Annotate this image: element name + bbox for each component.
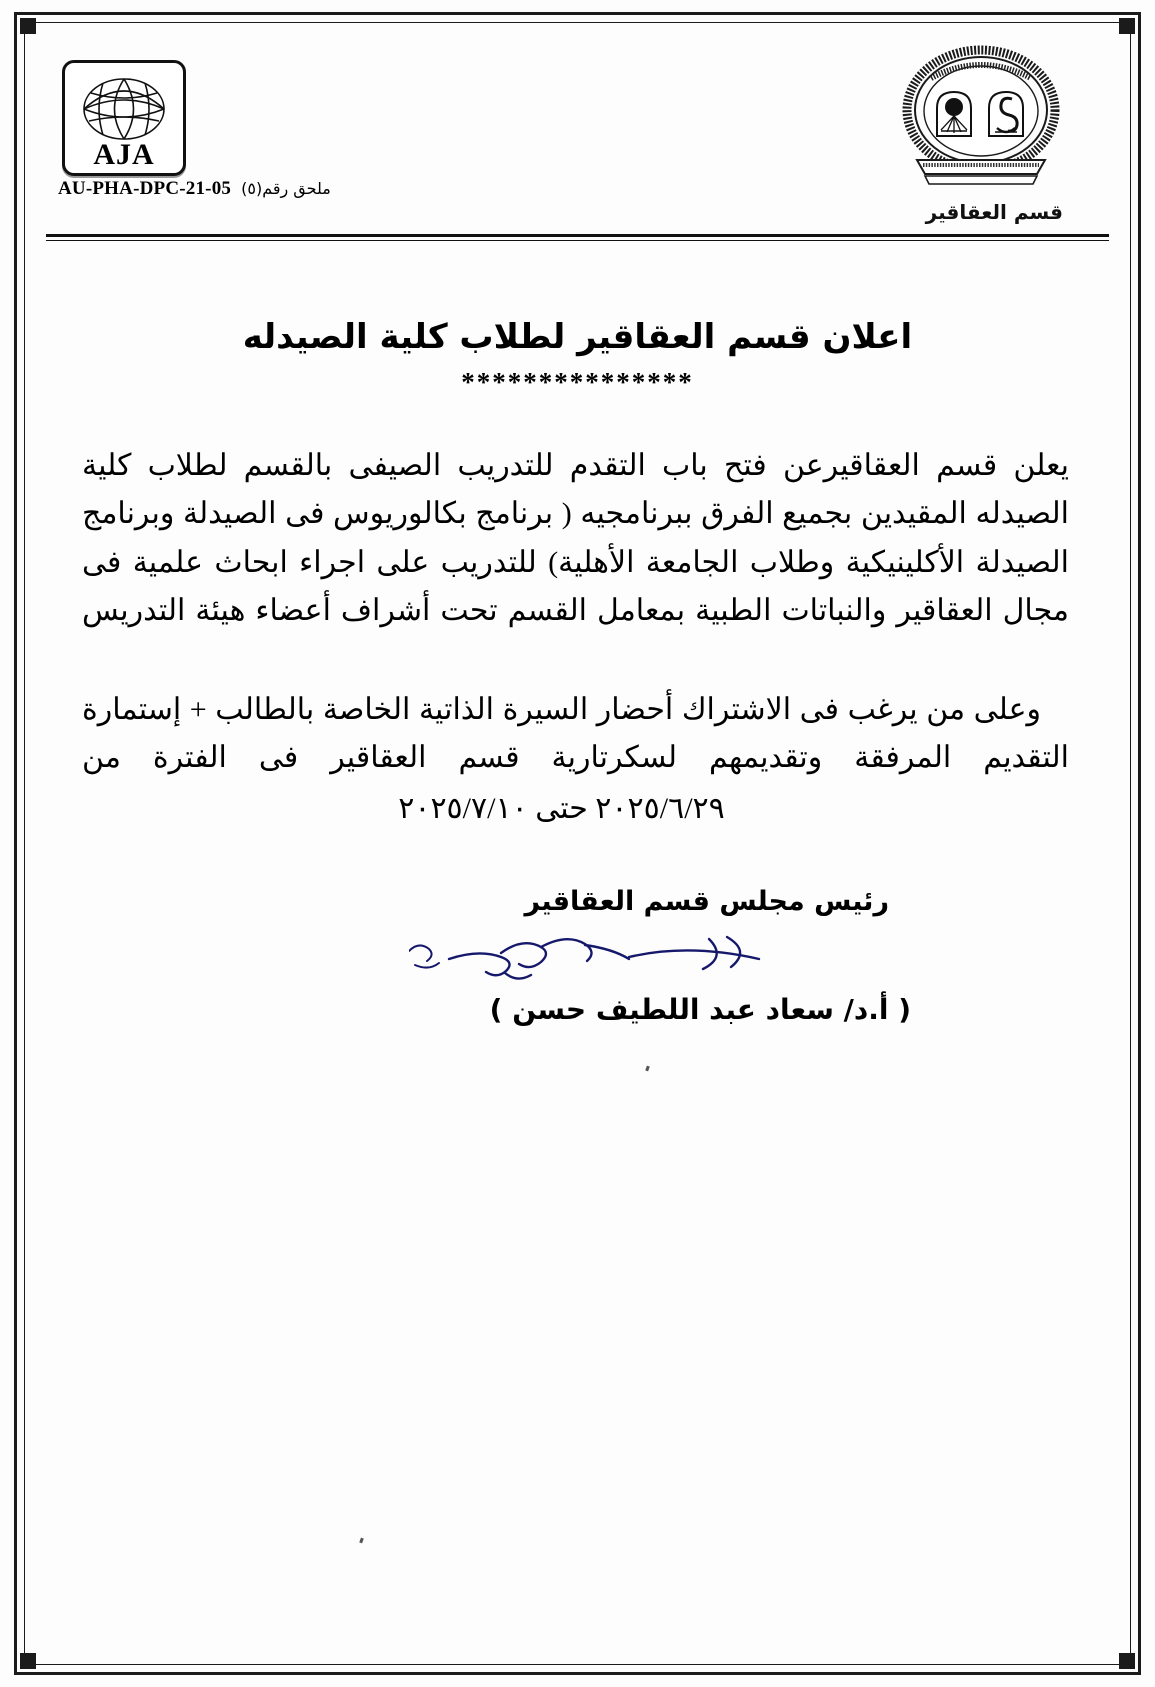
- paragraph-line: يعلن قسم العقاقيرعن فتح باب التقدم للتدريب الصيفى: [348, 448, 1069, 482]
- header-divider-thin: [46, 240, 1109, 241]
- scan-speck: [645, 1065, 650, 1071]
- document-code-en: AU-PHA-DPC-21-05: [58, 178, 232, 199]
- signatory-title: رئيس مجلس قسم العقاقير: [524, 885, 889, 917]
- title-section: [40, 316, 1115, 398]
- corner-dot-top-right: [1119, 18, 1135, 34]
- document-code-ar: ملحق رقم(٥): [241, 179, 331, 198]
- corner-dot-top-left: [20, 18, 36, 34]
- paragraph-line: بالقسم لطلاب كلية الصيدله المقيدين بجميع الفرق: [82, 448, 1069, 531]
- paragraph-line: وعلى من يرغب فى الاشتراك أحضار السيرة الذاتية: [418, 692, 1041, 726]
- page-title: اعلان قسم العقاقير لطلاب كلية الصيدله: [242, 317, 913, 357]
- signature-mark-icon: [409, 921, 879, 991]
- signature-section: [82, 886, 1069, 1096]
- paragraph-announcement: [82, 442, 1069, 636]
- serpent-bowl-icon: [989, 92, 1023, 136]
- aja-logo-label: AJA: [93, 138, 155, 171]
- paragraph-line: على اجراء ابحاث علمية فى مجال العقاقير والنباتات: [82, 545, 1070, 628]
- application-period-dates: ٢٠٢٥/٦/٢٩ حتى ٢٠٢٥/٧/١٠: [398, 792, 725, 826]
- paragraph-line: ببرنامجيه ( برنامج بكالوريوس فى الصيدلة وبرنامج: [82, 497, 693, 531]
- corner-dot-bottom-left: [20, 1653, 36, 1669]
- university-emblem-icon: [891, 44, 1071, 209]
- handwritten-signature: [82, 921, 919, 991]
- paragraph-line: وتقديمهم لسكرتارية قسم العقاقير فى الفترة من: [82, 741, 823, 775]
- radiating-sun-icon: [937, 92, 971, 136]
- header-divider-thick: [46, 234, 1109, 237]
- paragraph-requirements: [82, 686, 1069, 834]
- paragraph-line: الصيدلة الأكلينيكية وطلاب الجامعة الأهلية) للتدريب: [440, 545, 1070, 579]
- aja-logo: [68, 60, 186, 170]
- department-name: قسم العقاقير: [925, 200, 1063, 224]
- signatory-name: ( أ.د/ سعاد عبد اللطيف حسن ): [489, 992, 911, 1026]
- university-emblem: [891, 44, 1071, 209]
- paragraph-line: الطبية بمعامل القسم تحت أشراف أعضاء هيئة التدريس: [82, 594, 772, 628]
- corner-dot-bottom-right: [1119, 1653, 1135, 1669]
- document-body: [40, 442, 1115, 1096]
- title-star-divider: ***************: [461, 366, 694, 397]
- document-content: [40, 38, 1115, 1649]
- document-code-line: [58, 178, 388, 200]
- document-header: [40, 38, 1115, 238]
- paragraph-line: الخاصة بالطالب + إستمارة التقديم المرفقة: [82, 692, 1069, 775]
